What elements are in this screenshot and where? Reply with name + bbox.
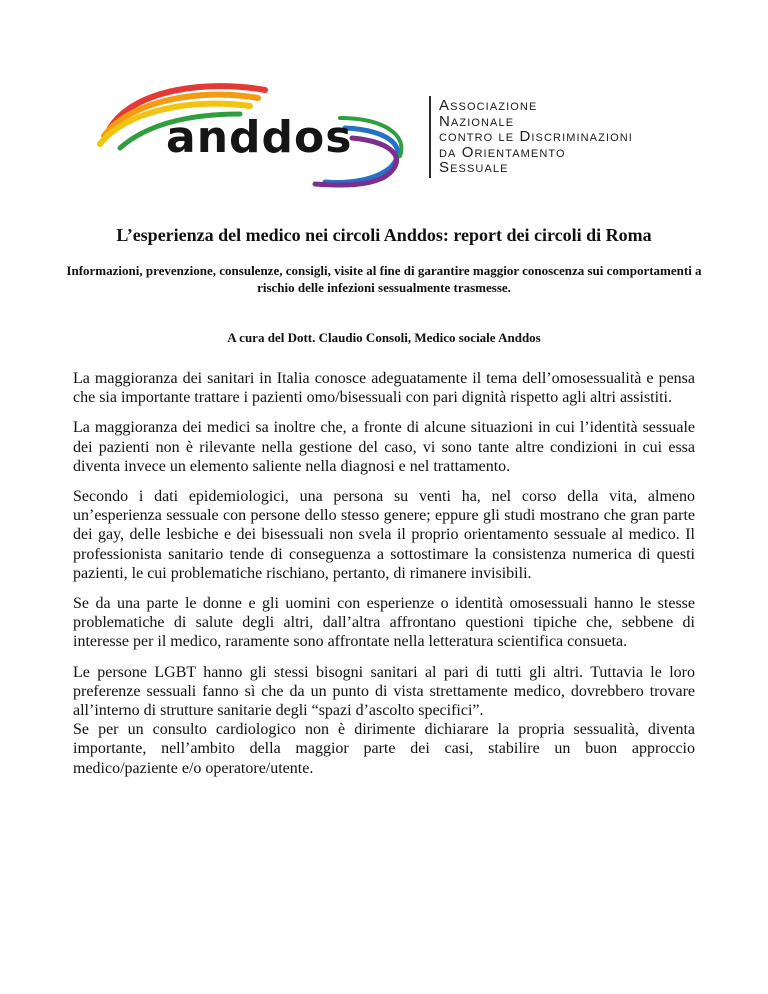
association-line: Nazionale (439, 112, 515, 130)
paragraph: Secondo i dati epidemiologici, una persona su venti ha, nel corso della vita, almeno un’esperienza sessuale con persone dello stesso genere; eppure gli studi mostrano che gran parte dei gay, delle lesbiche e dei bisessuali non svela il proprio orientamento sessuale al medico. Il professionista sanitario tende di conseguenza a sottostimare la consistenza numerica di questi pazienti, le cui problematiche rischiano, pertanto, di rimanere invisibili. (73, 488, 695, 582)
association-line: da Orientamento (439, 143, 566, 161)
paragraph: Se per un consulto cardiologico non è dirimente dichiarare la propria sessualità, diventa importante, nell’ambito della maggior parte dei casi, stabilire un buon approccio medico/paziente e/o operatore/utente. (73, 721, 695, 777)
association-line: Sessuale (439, 159, 509, 176)
document-body (73, 369, 695, 789)
header-divider (429, 96, 431, 178)
document-title: L’esperienza del medico nei circoli Anddos: report dei circoli di Roma (116, 225, 652, 245)
anddos-logo (90, 78, 425, 188)
document-header (90, 78, 690, 188)
association-name (439, 98, 633, 176)
document-subtitle: Informazioni, prevenzione, consulenze, consigli, visite al fine di garantire maggior conoscenza sui comportamenti a rischio delle infezioni sessualmente trasmesse. (66, 263, 702, 295)
paragraph: La maggioranza dei medici sa inoltre che, a fronte di alcune situazioni in cui l’identità sessuale dei pazienti non è rilevante nella gestione del caso, vi sono tante altre condizioni in cui essa diventa invece un elemento saliente nella diagnosi e nel trattamento. (73, 419, 695, 475)
association-line: contro le Discriminazioni (439, 128, 633, 145)
paragraph: Se da una parte le donne e gli uomini con esperienze o identità omosessuali hanno le stesse problematiche di salute degli altri, dall’altra affrontano questioni tipiche che, sebbene di interesse per il medico, raramente sono affrontate nella letteratura scientifica consueta. (73, 595, 695, 651)
paragraph: La maggioranza dei sanitari in Italia conosce adeguatamente il tema dell’omosessualità e pensa che sia importante trattare i pazienti omo/bisessuali con pari dignità rispetto agli altri assistiti. (73, 370, 695, 407)
paragraph: Le persone LGBT hanno gli stessi bisogni sanitari al pari di tutti gli altri. Tuttavia le loro preferenze sessuali fanno sì che da un punto di vista strettamente medico, dovrebbero trovare all’interno di strutture sanitarie degli “spazi d’ascolto specifici”. (73, 663, 695, 720)
logo-wordmark: anddos (166, 112, 353, 163)
document-author: A cura del Dott. Claudio Consoli, Medico sociale Anddos (227, 330, 541, 345)
association-line: Associazione (439, 97, 538, 114)
